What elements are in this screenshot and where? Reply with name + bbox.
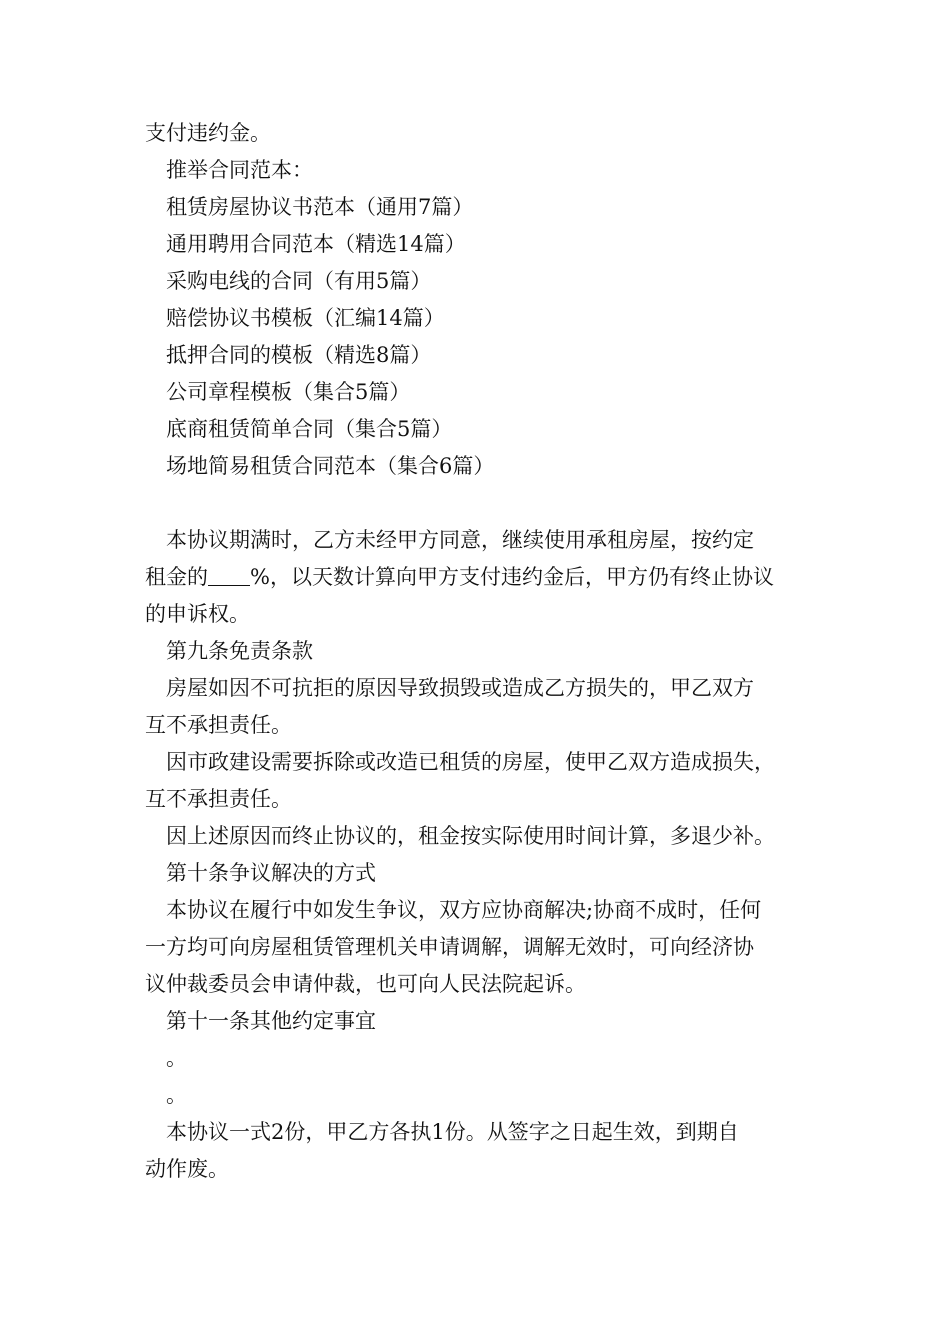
percentage-blank	[208, 565, 250, 586]
article-9-municipal-line-1: 因市政建设需要拆除或改造已租赁的房屋，使甲乙双方造成损失，	[166, 750, 775, 774]
intro-tail: 支付违约金。	[145, 121, 271, 145]
article-11-title: 第十一条其他约定事宜	[166, 1009, 376, 1033]
article-9-rent-settlement: 因上述原因而终止协议的，租金按实际使用时间计算，多退少补。	[166, 824, 775, 848]
final-clause-line-1: 本协议一式2份，甲乙方各执1份。从签字之日起生效，到期自	[166, 1120, 739, 1144]
recommend-link-2[interactable]: 通用聘用合同范本（精选14篇）	[166, 232, 466, 256]
article-10-line-2: 一方均可向房屋租赁管理机关申请调解，调解无效时，可向经济协	[145, 935, 754, 959]
recommend-link-6[interactable]: 公司章程模板（集合5篇）	[166, 380, 411, 404]
recommend-link-3[interactable]: 采购电线的合同（有用5篇）	[166, 269, 432, 293]
document-body	[145, 115, 815, 1188]
recommend-link-5[interactable]: 抵押合同的模板（精选8篇）	[166, 343, 432, 367]
section-spacer	[145, 485, 815, 522]
recommend-link-7[interactable]: 底商租赁简单合同（集合5篇）	[166, 417, 453, 441]
article-10-line-1: 本协议在履行中如发生争议，双方应协商解决;协商不成时，任何	[166, 898, 762, 922]
expiry-paragraph-line-3: 的申诉权。	[145, 602, 250, 626]
article-9-force-majeure-line-2: 互不承担责任。	[145, 713, 292, 737]
article-9-force-majeure-line-1: 房屋如因不可抗拒的原因导致损毁或造成乙方损失的，甲乙双方	[166, 676, 754, 700]
article-9-title: 第九条免责条款	[166, 639, 313, 663]
recommend-link-1[interactable]: 租赁房屋协议书范本（通用7篇）	[166, 195, 474, 219]
final-clause-line-2: 动作废。	[145, 1157, 229, 1181]
article-11-item-2: 。	[166, 1083, 187, 1107]
article-9-municipal-line-2: 互不承担责任。	[145, 787, 292, 811]
expiry-penalty-text: %，以天数计算向甲方支付违约金后，甲方仍有终止协议	[250, 565, 774, 589]
expiry-paragraph-line-2	[145, 559, 815, 596]
expiry-rent-text: 租金的	[145, 565, 208, 589]
recommend-heading: 推举合同范本：	[166, 158, 313, 182]
article-10-title: 第十条争议解决的方式	[166, 861, 376, 885]
article-11-item-1: 。	[166, 1046, 187, 1070]
article-10-line-3: 议仲裁委员会申请仲裁，也可向人民法院起诉。	[145, 972, 586, 996]
recommend-link-4[interactable]: 赔偿协议书模板（汇编14篇）	[166, 306, 445, 330]
expiry-paragraph-line-1: 本协议期满时，乙方未经甲方同意，继续使用承租房屋，按约定	[166, 528, 754, 552]
recommend-link-8[interactable]: 场地简易租赁合同范本（集合6篇）	[166, 454, 495, 478]
